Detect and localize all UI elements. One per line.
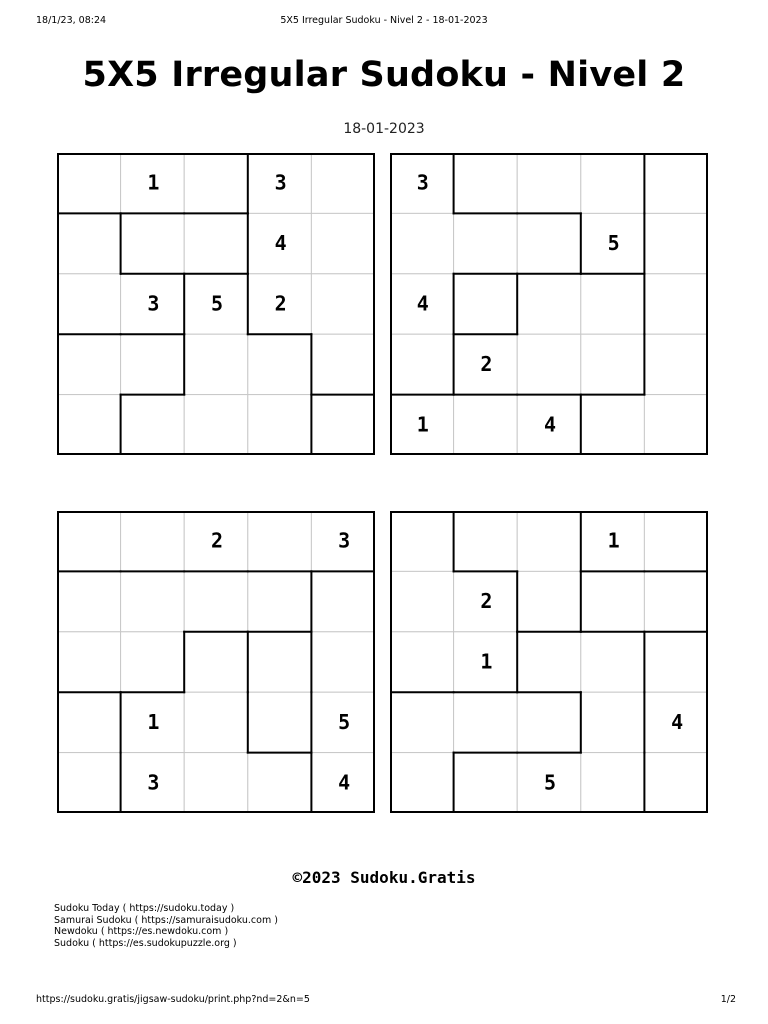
sudoku-cell[interactable] — [644, 153, 708, 213]
sudoku-cell[interactable] — [184, 692, 248, 752]
sudoku-cell[interactable] — [390, 213, 454, 273]
given-digit: 1 — [147, 170, 160, 195]
sudoku-grid-svg — [390, 153, 708, 455]
sudoku-cell[interactable] — [454, 511, 518, 571]
sudoku-cell[interactable] — [644, 395, 708, 455]
sudoku-cell[interactable] — [517, 632, 581, 692]
sudoku-cell[interactable] — [121, 632, 185, 692]
given-digit: 4 — [274, 231, 287, 256]
sudoku-cell[interactable] — [644, 632, 708, 692]
given-digit: 5 — [543, 770, 557, 795]
given-digit: 4 — [671, 709, 684, 734]
sudoku-cell[interactable] — [644, 753, 708, 813]
sudoku-cell[interactable] — [184, 753, 248, 813]
puzzle-grid-2 — [390, 153, 708, 455]
sudoku-cell[interactable] — [184, 571, 248, 631]
given-digit: 2 — [480, 351, 493, 376]
sudoku-cell[interactable] — [248, 753, 312, 813]
print-datetime: 18/1/23, 08:24 — [36, 15, 107, 26]
sudoku-cell[interactable] — [121, 571, 185, 631]
sudoku-cell[interactable] — [517, 334, 581, 394]
given-digit: 5 — [607, 231, 620, 256]
sudoku-cell[interactable] — [581, 395, 645, 455]
sudoku-cell[interactable] — [454, 395, 518, 455]
given-digit: 2 — [480, 589, 493, 614]
sudoku-cell[interactable] — [311, 395, 375, 455]
sudoku-cell[interactable] — [454, 753, 518, 813]
print-url: https://sudoku.gratis/jigsaw-sudoku/print.php?nd=2&n=5 — [36, 994, 310, 1005]
sudoku-cell[interactable] — [517, 511, 581, 571]
puzzle-grid-4 — [390, 511, 708, 813]
sudoku-cell[interactable] — [390, 632, 454, 692]
sudoku-cell[interactable] — [517, 692, 581, 752]
sudoku-cell[interactable] — [121, 213, 185, 273]
sudoku-cell[interactable] — [121, 334, 185, 394]
sudoku-cell[interactable] — [57, 334, 121, 394]
given-digit: 1 — [147, 709, 160, 734]
sudoku-cell[interactable] — [248, 395, 312, 455]
sudoku-cell[interactable] — [581, 334, 645, 394]
sudoku-cell[interactable] — [184, 213, 248, 273]
link-sudoku-today[interactable]: Sudoku Today ( https://sudoku.today ) — [54, 903, 235, 914]
sudoku-cell[interactable] — [311, 632, 375, 692]
print-footer — [0, 994, 768, 1008]
sudoku-cell[interactable] — [311, 153, 375, 213]
given-digit: 2 — [274, 291, 287, 316]
sudoku-cell[interactable] — [57, 632, 121, 692]
given-digit: 3 — [274, 170, 287, 195]
print-page-number: 1/2 — [720, 994, 736, 1005]
sudoku-cell[interactable] — [248, 334, 312, 394]
sudoku-cell[interactable] — [121, 511, 185, 571]
given-digit: 5 — [210, 291, 224, 316]
given-digit: 4 — [543, 412, 557, 437]
sudoku-cell[interactable] — [644, 571, 708, 631]
sudoku-cell[interactable] — [121, 395, 185, 455]
sudoku-cell[interactable] — [390, 511, 454, 571]
sudoku-cell[interactable] — [517, 274, 581, 334]
sudoku-cell[interactable] — [644, 213, 708, 273]
puzzle-date: 18-01-2023 — [343, 121, 425, 137]
sudoku-grid-svg — [57, 511, 375, 813]
sudoku-cell[interactable] — [517, 153, 581, 213]
sudoku-cell[interactable] — [57, 395, 121, 455]
sudoku-cell[interactable] — [311, 213, 375, 273]
given-digit: 1 — [480, 649, 493, 674]
sudoku-cell[interactable] — [57, 571, 121, 631]
given-digit: 3 — [147, 291, 160, 316]
sudoku-cell[interactable] — [644, 274, 708, 334]
sudoku-cell[interactable] — [454, 274, 518, 334]
sudoku-cell[interactable] — [311, 274, 375, 334]
sudoku-cell[interactable] — [57, 511, 121, 571]
given-digit: 3 — [416, 170, 429, 195]
given-digit: 2 — [210, 528, 224, 553]
given-digit: 1 — [416, 412, 429, 437]
sudoku-cell[interactable] — [644, 511, 708, 571]
sudoku-cell[interactable] — [581, 692, 645, 752]
sudoku-cell[interactable] — [454, 153, 518, 213]
sudoku-cell[interactable] — [57, 274, 121, 334]
sudoku-cell[interactable] — [184, 395, 248, 455]
sudoku-cell[interactable] — [454, 692, 518, 752]
given-digit: 3 — [147, 770, 160, 795]
given-digit: 1 — [607, 528, 620, 553]
sudoku-cell[interactable] — [581, 153, 645, 213]
sudoku-cell[interactable] — [454, 213, 518, 273]
sudoku-cell[interactable] — [390, 692, 454, 752]
sudoku-cell[interactable] — [248, 511, 312, 571]
sudoku-cell[interactable] — [517, 571, 581, 631]
puzzle-grid-1 — [57, 153, 375, 455]
sudoku-cell[interactable] — [311, 334, 375, 394]
sudoku-cell[interactable] — [390, 334, 454, 394]
sudoku-cell[interactable] — [57, 153, 121, 213]
sudoku-cell[interactable] — [57, 213, 121, 273]
page-title: 5X5 Irregular Sudoku - Nivel 2 — [82, 55, 686, 95]
sudoku-grid-svg — [390, 511, 708, 813]
sudoku-cell[interactable] — [581, 632, 645, 692]
given-digit: 5 — [338, 709, 351, 734]
related-links — [54, 903, 278, 949]
given-digit: 4 — [416, 291, 429, 316]
sudoku-cell[interactable] — [248, 692, 312, 752]
sudoku-cell[interactable] — [248, 571, 312, 631]
given-digit: 3 — [338, 528, 351, 553]
given-digit: 4 — [338, 770, 351, 795]
link-sudoku-puzzle[interactable]: Sudoku ( https://es.sudokupuzzle.org ) — [54, 937, 237, 949]
sudoku-cell[interactable] — [390, 571, 454, 631]
sudoku-cell[interactable] — [644, 334, 708, 394]
link-newdoku[interactable]: Newdoku ( https://es.newdoku.com ) — [54, 926, 229, 937]
sudoku-cell[interactable] — [57, 753, 121, 813]
print-page-title: 5X5 Irregular Sudoku - Nivel 2 - 18-01-2023 — [280, 15, 488, 26]
copyright-notice: ©2023 Sudoku.Gratis — [292, 868, 476, 887]
sudoku-cell[interactable] — [184, 334, 248, 394]
sudoku-cell[interactable] — [581, 571, 645, 631]
sudoku-grid-svg — [57, 153, 375, 455]
sudoku-cell[interactable] — [184, 153, 248, 213]
print-header — [0, 15, 768, 29]
sudoku-cell[interactable] — [581, 274, 645, 334]
sudoku-cell[interactable] — [57, 692, 121, 752]
sudoku-cell[interactable] — [581, 753, 645, 813]
sudoku-cell[interactable] — [248, 632, 312, 692]
sudoku-cell[interactable] — [390, 753, 454, 813]
sudoku-cell[interactable] — [517, 213, 581, 273]
sudoku-cell[interactable] — [184, 632, 248, 692]
puzzle-grid-3 — [57, 511, 375, 813]
sudoku-cell[interactable] — [311, 571, 375, 631]
link-samurai-sudoku[interactable]: Samurai Sudoku ( https://samuraisudoku.com ) — [54, 914, 278, 926]
